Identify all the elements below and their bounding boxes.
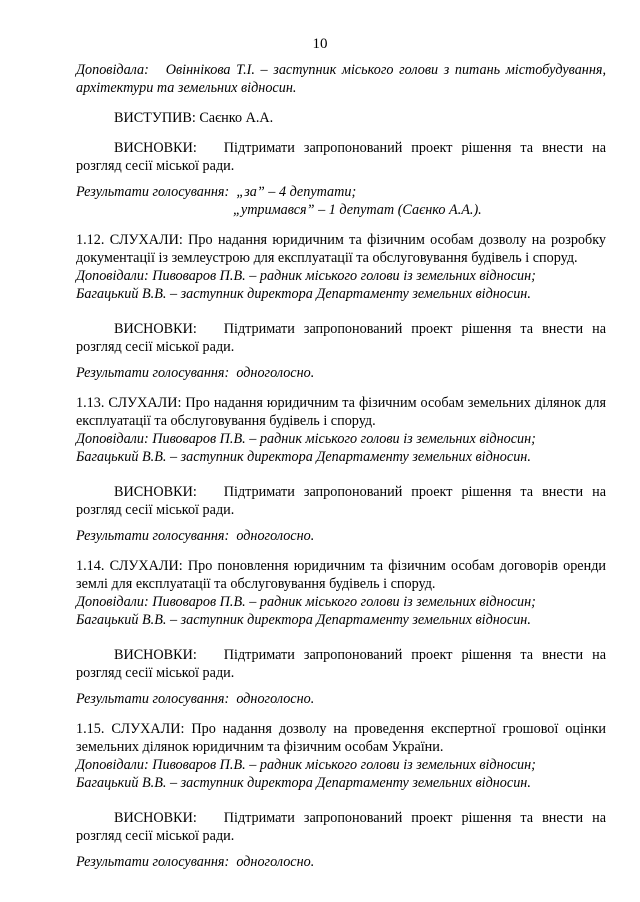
item-heard-text: Про поновлення юридичним та фізичним особам договорів оренди землі для експлуатації та обслуговування будівель і споруд. <box>76 558 607 592</box>
intro-reporter-text: Овіннікова Т.І. – заступник міського голови з питань містобудування, архітектури та земельних відносин. <box>76 62 607 96</box>
intro-vote-line1: „за” – 4 депутати; <box>236 184 357 200</box>
item-1-13 <box>76 394 606 545</box>
item-heard-label: СЛУХАЛИ: <box>109 232 183 248</box>
item-1-15 <box>76 720 606 871</box>
item-vote-result: одноголосно. <box>236 365 315 381</box>
item-reporter-1 <box>76 756 606 774</box>
item-conclusion-text: Підтримати запропонований проект рішення та внести на розгляд сесії міської ради. <box>76 647 606 681</box>
item-heard <box>76 231 606 267</box>
item-conclusion-label: ВИСНОВКИ: <box>114 810 197 826</box>
item-conclusion-text: Підтримати запропонований проект рішення та внести на розгляд сесії міської ради. <box>76 810 606 844</box>
item-heard <box>76 557 606 593</box>
item-number: 1.12. <box>76 232 105 248</box>
item-reporter-1 <box>76 267 606 285</box>
item-heard-label: СЛУХАЛИ: <box>109 558 183 574</box>
item-vote <box>76 527 606 545</box>
intro-conclusion <box>76 139 606 175</box>
item-heard <box>76 720 606 756</box>
item-vote-label: Результати голосування: <box>76 365 230 381</box>
item-number: 1.13. <box>76 395 105 411</box>
item-conclusion-label: ВИСНОВКИ: <box>114 647 197 663</box>
item-reporter-1 <box>76 593 606 611</box>
item-conclusion <box>76 809 606 845</box>
item-reporter1-text: Пивоваров П.В. – радник міського голови із земельних відносин; <box>152 431 536 447</box>
item-reporters-label: Доповідали: <box>76 594 149 610</box>
item-reporter1-text: Пивоваров П.В. – радник міського голови із земельних відносин; <box>152 594 536 610</box>
item-heard <box>76 394 606 430</box>
intro-vote <box>76 183 606 201</box>
item-reporter-2: Багацький В.В. – заступник директора Департаменту земельних відносин. <box>76 286 531 302</box>
page-content <box>76 61 606 871</box>
item-reporters-label: Доповідали: <box>76 431 149 447</box>
intro-speech-text: Саєнко А.А. <box>199 110 274 126</box>
item-reporter-2: Багацький В.В. – заступник директора Департаменту земельних відносин. <box>76 449 531 465</box>
page-number: 10 <box>312 36 328 52</box>
intro-conclusion-label: ВИСНОВКИ: <box>114 140 197 156</box>
item-conclusion-text: Підтримати запропонований проект рішення та внести на розгляд сесії міської ради. <box>76 484 606 518</box>
item-number: 1.15. <box>76 721 105 737</box>
item-reporters-label: Доповідали: <box>76 757 149 773</box>
item-conclusion-label: ВИСНОВКИ: <box>114 321 197 337</box>
item-conclusion <box>76 320 606 356</box>
item-vote-result: одноголосно. <box>236 691 315 707</box>
item-vote-label: Результати голосування: <box>76 691 230 707</box>
item-heard-label: СЛУХАЛИ: <box>108 395 182 411</box>
item-reporter1-text: Пивоваров П.В. – радник міського голови із земельних відносин; <box>152 268 536 284</box>
item-heard-label: СЛУХАЛИ: <box>111 721 185 737</box>
item-heard-text: Про надання юридичним та фізичним особам дозволу на розробку документації із землеустрою для експлуатації та обслуговування будівель і споруд. <box>76 232 607 266</box>
intro-conclusion-text: Підтримати запропонований проект рішення та внести на розгляд сесії міської ради. <box>76 140 606 174</box>
item-conclusion-text: Підтримати запропонований проект рішення та внести на розгляд сесії міської ради. <box>76 321 606 355</box>
item-reporter-2: Багацький В.В. – заступник директора Департаменту земельних відносин. <box>76 775 531 791</box>
intro-vote-label: Результати голосування: <box>76 184 230 200</box>
item-conclusion-label: ВИСНОВКИ: <box>114 484 197 500</box>
item-1-14 <box>76 557 606 708</box>
item-reporters-label: Доповідали: <box>76 268 149 284</box>
item-number: 1.14. <box>76 558 105 574</box>
item-vote <box>76 364 606 382</box>
item-reporter1-text: Пивоваров П.В. – радник міського голови із земельних відносин; <box>152 757 536 773</box>
item-conclusion <box>76 483 606 519</box>
item-conclusion <box>76 646 606 682</box>
item-reporter-2: Багацький В.В. – заступник директора Департаменту земельних відносин. <box>76 612 531 628</box>
item-vote-label: Результати голосування: <box>76 528 230 544</box>
item-reporter-1 <box>76 430 606 448</box>
intro-speech-label: ВИСТУПИВ: <box>114 110 196 126</box>
intro-vote-line2: „утримався” – 1 депутат (Саєнко А.А.). <box>233 202 482 218</box>
item-heard-text: Про надання юридичним та фізичним особам земельних ділянок для експлуатації та обслуговування будівель і споруд. <box>76 395 606 429</box>
intro-speech <box>76 109 606 127</box>
item-heard-text: Про надання дозволу на проведення експертної грошової оцінки земельних ділянок юридичним та фізичним особам України. <box>76 721 607 755</box>
item-vote-result: одноголосно. <box>236 528 315 544</box>
intro-reporter <box>76 61 606 97</box>
item-vote <box>76 690 606 708</box>
item-vote-result: одноголосно. <box>236 854 315 870</box>
item-1-12 <box>76 231 606 382</box>
item-vote-label: Результати голосування: <box>76 854 230 870</box>
intro-reporter-label: Доповідала: <box>76 62 149 78</box>
item-vote <box>76 853 606 871</box>
